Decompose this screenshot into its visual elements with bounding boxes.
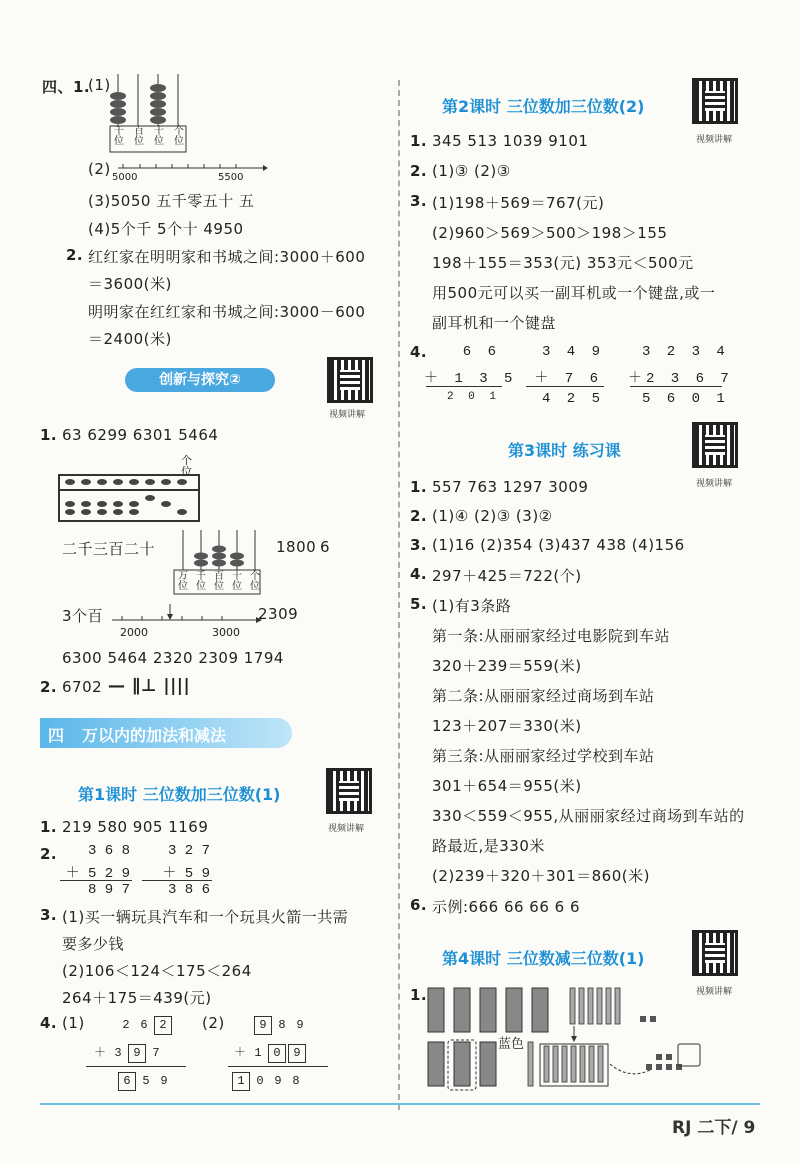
number-line-2-end: 3000 xyxy=(212,626,240,639)
digit: 9 xyxy=(296,1018,304,1032)
r4-calc-3-top: 3 2 3 4 xyxy=(642,344,729,360)
plus-sign: ＋ xyxy=(233,1046,246,1060)
r4-calc-1-line xyxy=(426,386,502,387)
abacus-label-tens: 十位 xyxy=(154,126,164,147)
q3-answer: (3)5050 五千零五十 五 xyxy=(88,192,255,210)
number-line-2-start: 2000 xyxy=(120,626,148,639)
problem-2-line-1: 红红家在明明家和书城之间:3000＋600 xyxy=(88,248,366,266)
abacus2-label-hundreds: 百位 xyxy=(214,571,224,592)
r3-line-2: (2)960＞569＞500＞198＞155 xyxy=(432,224,668,242)
digit-box: 9 xyxy=(288,1044,306,1063)
r4-calc-3-result: 5 6 0 1 xyxy=(642,391,729,407)
qr-caption-3: 视频讲解 xyxy=(696,135,733,145)
addition-2-result xyxy=(232,1072,306,1091)
base-ten-blocks-figure xyxy=(424,984,744,1096)
p4-answer: 297＋425＝722(个) xyxy=(432,567,582,585)
abacus2-label-thousands: 千位 xyxy=(196,571,206,592)
abacus2-label-ones: 个位 xyxy=(250,571,260,592)
r1-answer: 345 513 1039 9101 xyxy=(432,132,589,150)
c2-label: 2. xyxy=(40,678,58,696)
unit-number: 四 xyxy=(48,726,65,745)
r3-line-5: 副耳机和一个键盘 xyxy=(432,314,557,332)
r3-label: 3. xyxy=(410,192,428,210)
l1-1-label: 1. xyxy=(40,818,58,836)
qr-code-2[interactable] xyxy=(326,768,372,814)
digit: 9 xyxy=(160,1074,168,1088)
abacus-label-thousands: 千位 xyxy=(114,126,124,147)
column-divider xyxy=(398,80,400,1110)
abacus-label-ones: 个位 xyxy=(174,126,184,147)
r4-calc-1-result: 2 0 1 xyxy=(446,391,500,403)
digit: 9 xyxy=(274,1074,282,1088)
r3-line-1: (1)198＋569＝767(元) xyxy=(432,194,605,212)
digit-box: 6 xyxy=(118,1072,136,1091)
r4-calc-2-mid: ＋ 7 6 xyxy=(534,371,602,387)
vertical-calc-2-top: 3 2 7 xyxy=(167,843,210,859)
p5-line-1: (1)有3条路 xyxy=(432,597,512,615)
p3-label: 3. xyxy=(410,536,428,554)
p5-line-7: 301＋654＝955(米) xyxy=(432,777,582,795)
ones-marker-char: 个 xyxy=(181,454,192,467)
qr-code-5[interactable] xyxy=(692,930,738,976)
r3-line-4: 用500元可以买一副耳机或一个键盘,或一 xyxy=(432,284,716,302)
l1-3-line-2: 要多少钱 xyxy=(62,935,125,953)
vertical-calc-1-mid: ＋ 5 2 9 xyxy=(65,866,130,882)
lesson-1-title: 第1课时 三位数加三位数(1) xyxy=(78,785,281,804)
r4-calc-2-line xyxy=(526,386,604,387)
abacus-label-hundreds: 百位 xyxy=(134,126,144,147)
p5-line-5: 123＋207＝330(米) xyxy=(432,717,582,735)
q1-label: (1) xyxy=(88,76,111,94)
r4-calc-2-result: 4 2 5 xyxy=(542,391,605,407)
lesson-2-title: 第2课时 三位数加三位数(2) xyxy=(442,97,645,116)
l1-4-part-1: (1) xyxy=(62,1014,85,1032)
p5-line-9: 路最近,是330米 xyxy=(432,837,545,855)
problem-2-line-3: 明明家在红红家和书城之间:3000－600 xyxy=(88,303,366,321)
ones-marker-char-2: 位 xyxy=(181,465,192,478)
abacus2-label-tens: 十位 xyxy=(232,571,242,592)
p6-answer: 示例:666 66 66 6 6 xyxy=(432,898,581,916)
l1-3-line-4: 264＋175＝439(元) xyxy=(62,989,212,1007)
c1-value-c: 2309 xyxy=(258,605,299,623)
p5-line-2: 第一条:从丽丽家经过电影院到车站 xyxy=(432,627,671,645)
c2-value: 6702 xyxy=(62,678,103,696)
p6-label: 6. xyxy=(410,896,428,914)
digit: 1 xyxy=(254,1046,262,1060)
p2-answer: (1)④ (2)③ (3)② xyxy=(432,507,553,525)
p1-label: 1. xyxy=(410,478,428,496)
vertical-calc-2-result: 3 8 6 xyxy=(167,882,210,898)
addition-1-result xyxy=(118,1072,174,1091)
c1-value-b: 6 xyxy=(320,538,331,556)
vertical-calc-2-line xyxy=(142,880,212,881)
blue-label: 蓝色 xyxy=(498,1037,525,1052)
unit-title: 万以内的加法和减法 xyxy=(82,726,227,745)
lesson-3-title: 第3课时 练习课 xyxy=(508,441,621,460)
l1-3-label: 3. xyxy=(40,906,58,924)
p3-answer: (1)16 (2)354 (3)437 438 (4)156 xyxy=(432,536,685,554)
addition-1-mid xyxy=(92,1044,166,1063)
digit-box: 0 xyxy=(268,1044,286,1063)
c1-text-2: 3个百 xyxy=(62,607,104,625)
r2-answer: (1)③ (2)③ xyxy=(432,162,511,180)
q4-answer: (4)5个千 5个十 4950 xyxy=(88,220,244,238)
l1-3-line-3: (2)106＜124＜175＜264 xyxy=(62,962,252,980)
digit-box: 1 xyxy=(232,1072,250,1091)
problem-2-label: 2. xyxy=(66,246,84,264)
digit: 7 xyxy=(152,1046,160,1060)
number-line-1 xyxy=(118,160,268,174)
unit-header xyxy=(40,718,292,748)
number-line-1-start: 5000 xyxy=(112,172,138,183)
vertical-calc-2-mid: ＋ 5 9 xyxy=(162,866,210,882)
r4-calc-3-line xyxy=(630,386,722,387)
digit-box: 2 xyxy=(154,1016,172,1035)
qr-code-3[interactable] xyxy=(692,78,738,124)
digit-box: 9 xyxy=(254,1016,272,1035)
p5-label: 5. xyxy=(410,595,428,613)
suanpan-abacus xyxy=(58,474,200,522)
plus-sign: ＋ xyxy=(93,1046,106,1060)
qr-caption-4: 视频讲解 xyxy=(696,479,733,489)
q1-label-right: 1. xyxy=(410,986,428,1004)
section-banner: 创新与探究② xyxy=(125,368,275,392)
section-4-label: 四、1. xyxy=(42,78,91,96)
vertical-calc-1-line xyxy=(60,880,132,881)
p5-line-3: 320＋239＝559(米) xyxy=(432,657,582,675)
l1-3-line-1: (1)买一辆玩具汽车和一个玩具火箭一共需 xyxy=(62,908,349,926)
p1-answer: 557 763 1297 3009 xyxy=(432,478,589,496)
l1-2-label: 2. xyxy=(40,845,58,863)
vertical-calc-1-result: 8 9 7 xyxy=(87,882,130,898)
number-line-2 xyxy=(112,604,262,626)
l1-1-answer: 219 580 905 1169 xyxy=(62,818,209,836)
r4-calc-2-top: 3 4 9 xyxy=(542,344,605,360)
digit: 3 xyxy=(114,1046,122,1060)
p5-line-4: 第二条:从丽丽家经过商场到车站 xyxy=(432,687,655,705)
c1-numbers: 63 6299 6301 5464 xyxy=(62,426,219,444)
lesson-4-title: 第4课时 三位数减三位数(1) xyxy=(442,949,645,968)
addition-1-line xyxy=(86,1066,186,1067)
r4-calc-1-top: 6 6 xyxy=(462,344,500,360)
digit: 2 xyxy=(122,1018,130,1032)
r3-line-3: 198＋155＝353(元) 353元＜500元 xyxy=(432,254,694,272)
page-number: RJ 二下/ 9 xyxy=(672,1118,756,1138)
digit: 8 xyxy=(278,1018,286,1032)
vertical-calc-1-top: 3 6 8 xyxy=(87,843,130,859)
digit: 8 xyxy=(292,1074,300,1088)
qr-caption-5: 视频讲解 xyxy=(696,987,733,997)
footer-rule xyxy=(40,1103,760,1105)
r4-label: 4. xyxy=(410,343,428,361)
addition-2-line xyxy=(228,1066,328,1067)
digit-box: 9 xyxy=(128,1044,146,1063)
addition-1-top xyxy=(118,1016,174,1035)
l1-4-label: 4. xyxy=(40,1014,58,1032)
digit: 5 xyxy=(142,1074,150,1088)
abacus2-label-ten-thousands: 万位 xyxy=(178,571,188,592)
qr-caption-2: 视频讲解 xyxy=(328,824,365,834)
r4-calc-3-mid: ＋2 3 6 7 xyxy=(628,371,733,387)
p5-line-10: (2)239＋320＋301＝860(米) xyxy=(432,867,650,885)
qr-caption-1: 视频讲解 xyxy=(329,410,366,420)
c2-symbol: — ∥⊥ |||| xyxy=(108,676,191,696)
q2-label: (2) xyxy=(88,160,111,178)
p5-line-6: 第三条:从丽丽家经过学校到车站 xyxy=(432,747,655,765)
digit: 0 xyxy=(256,1074,264,1088)
r4-calc-1-mid: ＋ 1 3 5 xyxy=(424,371,517,387)
p5-line-8: 330＜559＜955,从丽丽家经过商场到车站的 xyxy=(432,807,745,825)
p4-label: 4. xyxy=(410,565,428,583)
qr-code-1[interactable] xyxy=(327,357,373,403)
c1-label: 1. xyxy=(40,426,58,444)
problem-2-line-2: ＝3600(米) xyxy=(88,275,172,293)
r1-label: 1. xyxy=(410,132,428,150)
l1-4-part-2: (2) xyxy=(202,1014,225,1032)
qr-code-4[interactable] xyxy=(692,422,738,468)
c1-value-a: 1800 xyxy=(276,538,317,556)
c1-text-1: 二千三百二十 xyxy=(62,540,156,558)
number-line-1-end: 5500 xyxy=(218,172,244,183)
p2-label: 2. xyxy=(410,507,428,525)
c1-row: 6300 5464 2320 2309 1794 xyxy=(62,649,284,667)
problem-2-line-4: ＝2400(米) xyxy=(88,330,172,348)
r2-label: 2. xyxy=(410,162,428,180)
addition-2-mid xyxy=(232,1044,308,1063)
digit: 6 xyxy=(140,1018,148,1032)
addition-2-top xyxy=(254,1016,310,1035)
